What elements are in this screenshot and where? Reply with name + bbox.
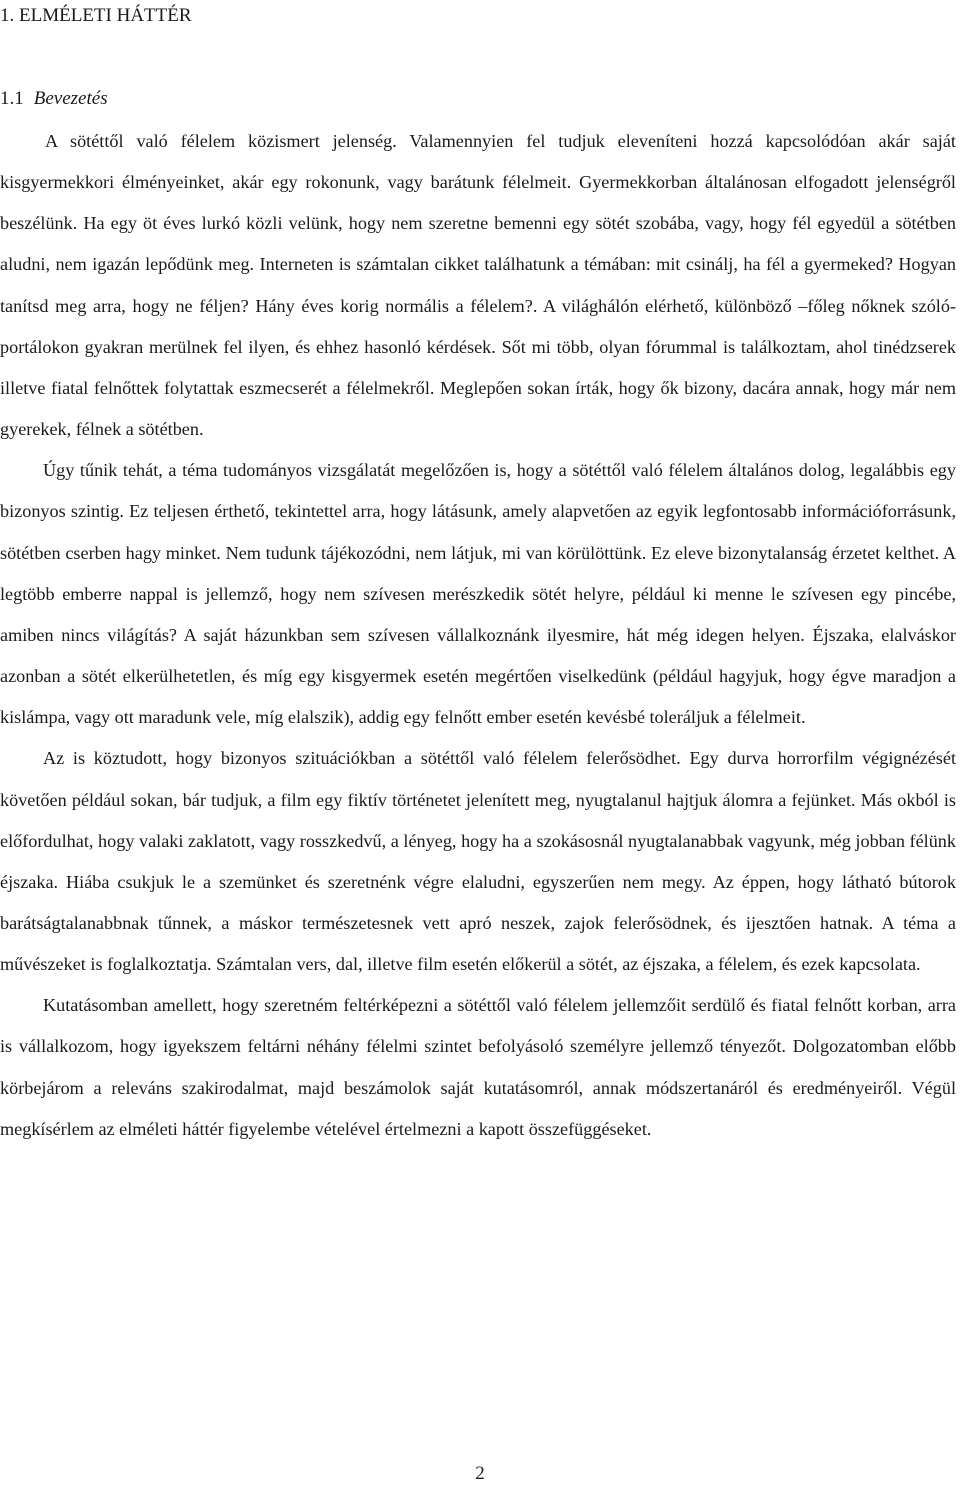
section-title: Bevezetés [33,88,108,109]
body-text [0,121,956,1150]
page-number: 2 [475,1463,485,1484]
paragraph-4: Kutatásomban amellett, hogy szeretném feltérképezni a sötéttől való félelem jellemzőit serdülő és fiatal felnőtt korban, arra is vállalkozom, hogy igyekszem feltárni néhány félelmi szintet befolyásoló személyre jellemző tényezőt. Dolgozatomban előbb körbejárom a releváns szakirodalmat, majd beszámolok saját kutatásomról, annak módszertanáról és eredményeiről. Végül megkísérlem az elméleti háttér figyelembe vételével értelmezni a kapott összefüggéseket. [0,995,956,1139]
section-heading [0,87,940,111]
paragraph-3: Az is köztudott, hogy bizonyos szituációkban a sötéttől való félelem felerősödhet. Egy durva horrorfilm végignézését követően például sokan, bár tudjuk, a film egy fiktív történetet jelenített meg, nyugtalanul hajtjuk álomra a fejünket. Más okból is előfordulhat, hogy valaki zaklatott, vagy rosszkedvű, a lényeg, hogy ha a szokásosnál nyugtalanabbak vagyunk, még jobban félünk éjszaka. Hiába csukjuk le a szemünket és szeretnénk végre elaludni, egyszerűen nem megy. Az éppen, hogy látható bútorok barátságtalanabbnak tűnnek, a máskor természetesnek vett apró neszek, zajok felerősödnek, és ijesztően hatnak. A téma a művészeket is foglalkoztatja. Számtalan vers, dal, illetve film esetén előkerül a sötét, az éjszaka, a félelem, és ezek kapcsolata. [0,748,956,975]
section-number: 1.1 [0,88,24,109]
paragraph-1: A sötéttől való félelem közismert jelenség. Valamennyien fel tudjuk eleveníteni hozzá kapcsolódóan akár saját kisgyermekkori élményeinket, akár egy rokonunk, vagy barátunk félelmeit. Gyermekkorban általánosan elfogadott jelenségről beszélünk. Ha egy öt éves lurkó közli velünk, hogy nem szeretne bemenni egy sötét szobába, vagy, hogy fél egyedül a sötétben aludni, nem igazán lepődünk meg. Interneten is számtalan cikket találhatunk a témában: mit csinálj, ha fél a gyermeked? Hogyan tanítsd meg arra, hogy ne féljen? Hány éves korig normális a félelem?. A világhálón elérhető, különböző –főleg nőknek szóló- portálokon gyakran merülnek fel ilyen, és ehhez hasonló kérdések. Sőt mi több, olyan fórummal is találkoztam, ahol tinédzserek illetve fiatal felnőttek folytattak eszmecserét a félelmekről. Meglepően sokan írták, hogy ők bizony, dacára annak, hogy már nem gyerekek, félnek a sötétben. [0,131,956,440]
chapter-heading: 1. ELMÉLETI HÁTTÉR [0,5,192,26]
paragraph-2: Úgy tűnik tehát, a téma tudományos vizsgálatát megelőzően is, hogy a sötéttől való félelem általános dolog, legalábbis egy bizonyos szintig. Ez teljesen érthető, tekintettel arra, hogy látásunk, amely alapvetően az egyik legfontosabb információforrásunk, sötétben cserben hagy minket. Nem tudunk tájékozódni, nem látjuk, mi van körülöttünk. Ez eleve bizonytalanság érzetet kelthet. A legtöbb emberre nappal is jellemző, hogy nem szívesen merészkedik sötét helyre, például ki menne le szívesen egy pincébe, amiben nincs világítás? A saját házunkban sem szívesen vállalkoznánk ilyesmire, hát még idegen helyen. Éjszaka, elalváskor azonban a sötét elkerülhetetlen, és míg egy kisgyermek esetén megértően viselkedünk (például hagyjuk, hogy égve maradjon a kislámpa, vagy ott maradunk vele, míg elalszik), addig egy felnőtt ember esetén kevésbé toleráljuk a félelmeit. [0,460,956,728]
